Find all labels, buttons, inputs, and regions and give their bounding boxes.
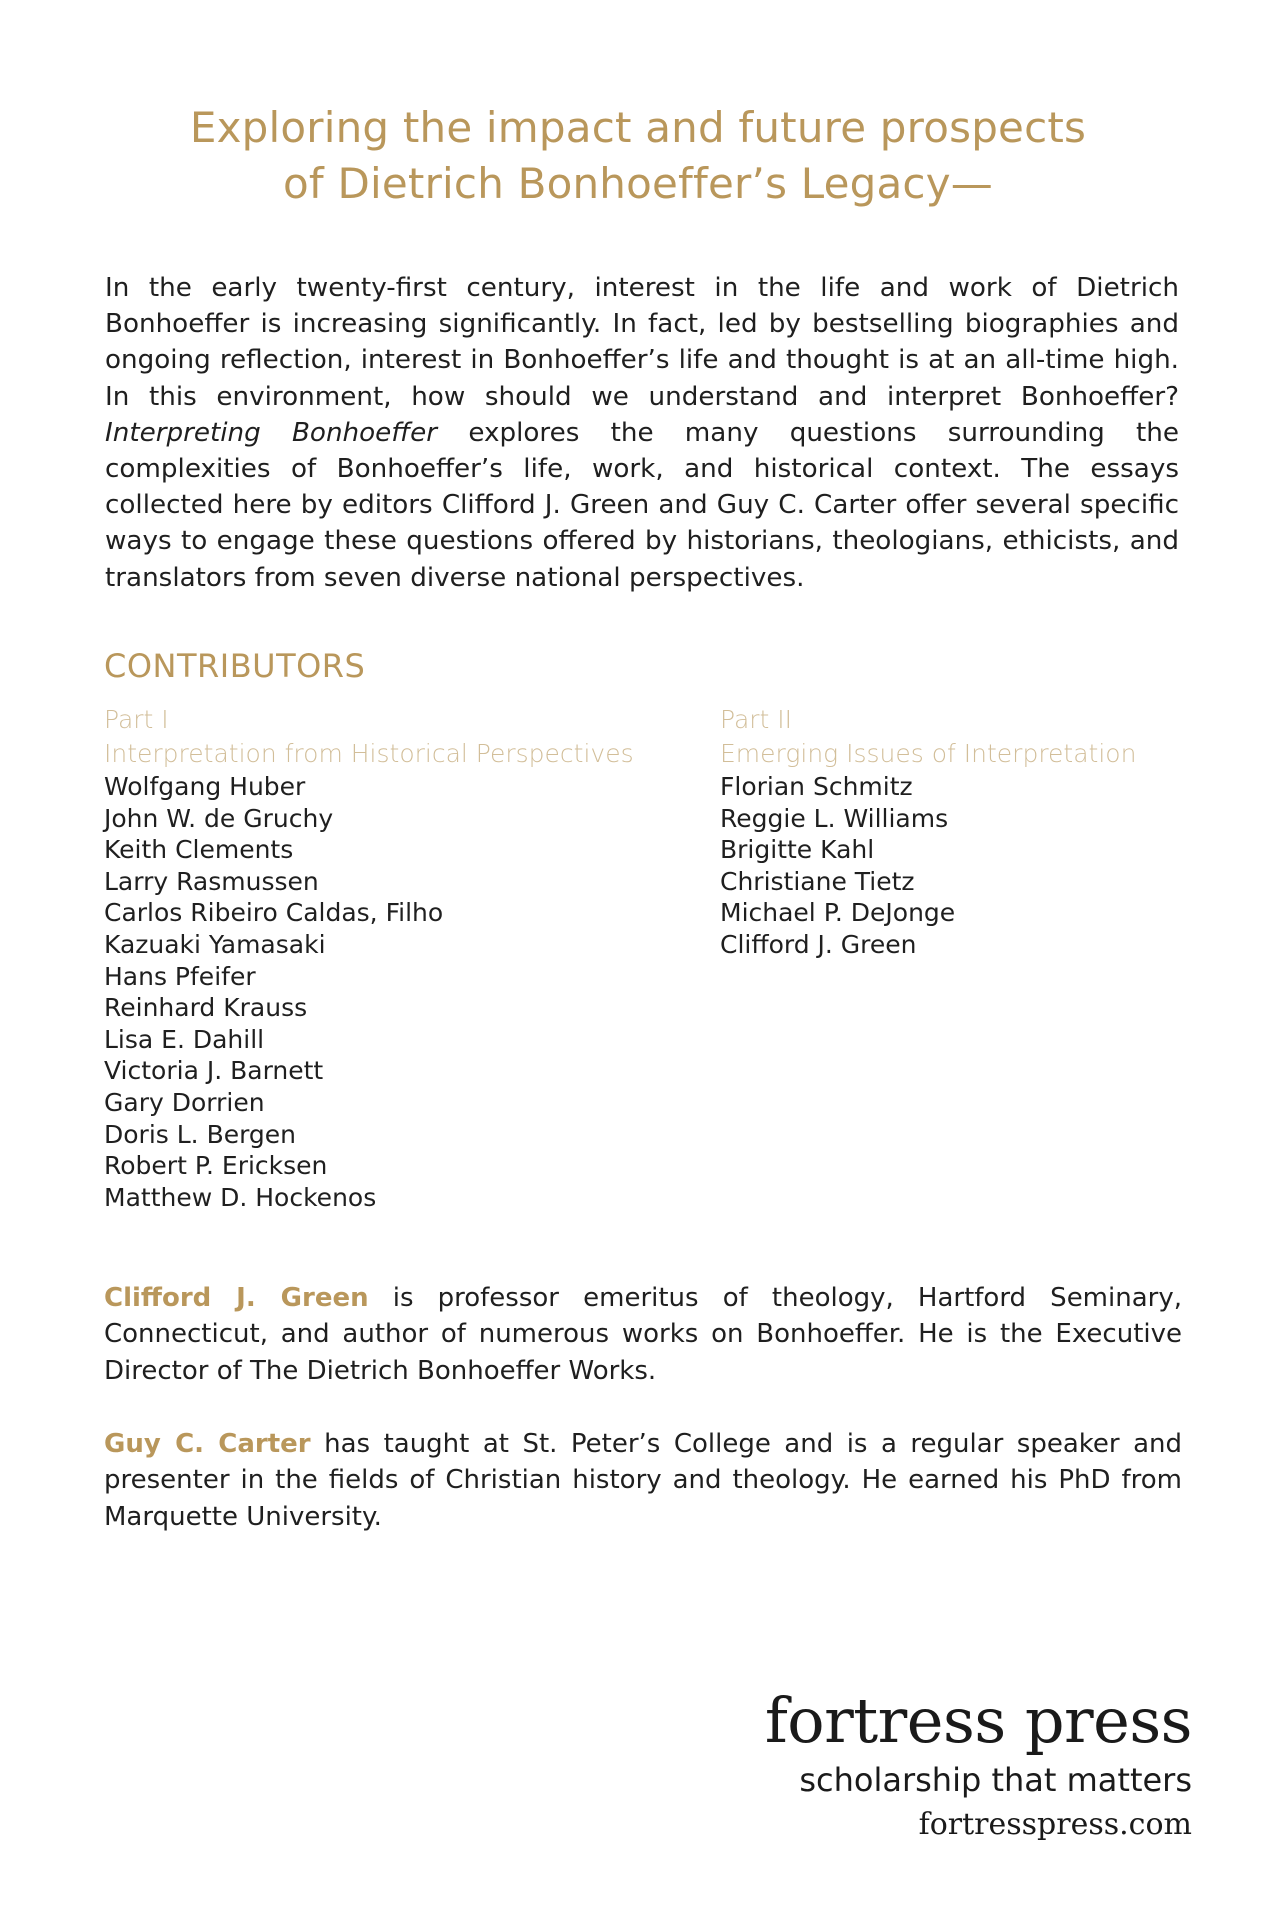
part-2-title: Emerging Issues of Interpretation [720,739,1137,768]
blurb-rest: explores the many questions surrounding the complexities of Bonhoeffer’s life, work, and historical context. The essays collected here by editors Clifford J. Green and Guy C. Carter offer several specific ways to engage these questions offered by historians, theologians, ethicists, and translators from seven diverse national perspectives. [105,417,1180,593]
contributor-name: Keith Clements [104,835,294,865]
contributor-name: Reggie L. Williams [720,803,949,833]
contributor-name: Matthew D. Hockenos [104,1182,377,1212]
contributor-name: Clifford J. Green [720,929,917,959]
contributor-name: Doris L. Bergen [104,1119,297,1149]
part-2-names [720,771,1276,961]
contributor-name: Larry Rasmussen [104,866,319,896]
headline [105,100,1171,212]
contributor-name: Hans Pfeifer [104,961,256,991]
publisher-url: fortresspress.com [918,1807,1192,1842]
publisher-tagline: scholarship that matters [799,1761,1192,1799]
contributors-part-1 [104,703,704,1213]
contributors-heading: CONTRIBUTORS [104,647,366,685]
contributor-name: John W. de Gruchy [104,803,334,833]
contributor-name: Wolfgang Huber [104,772,306,801]
part-1-label: Part I [104,705,169,734]
contributor-name: Robert P. Ericksen [104,1151,328,1181]
bio-clifford-green [104,1280,1182,1389]
part-1-names [104,771,704,1213]
book-title: Interpreting Bonhoeffer [105,417,438,448]
contributors-part-2 [720,703,1276,961]
publisher-block [765,1684,1192,1848]
contributor-name: Kazuaki Yamasaki [104,929,326,959]
description-blurb [105,270,1179,596]
bio-name: Guy C. Carter [104,1429,311,1459]
part-1-title: Interpretation from Historical Perspectives [104,739,634,768]
contributor-name: Carlos Ribeiro Caldas, Filho [104,898,444,928]
publisher-logo: fortress press [764,1684,1192,1757]
bio-guy-carter [104,1426,1182,1535]
bio-text: is professor emeritus of theology, Hartford Seminary, Connecticut, and author of numerous works on Bonhoeffer. He is the Executive Director of The Dietrich Bonhoeffer Works. [104,1283,1182,1386]
contributor-name: Florian Schmitz [720,772,913,801]
contributor-name: Lisa E. Dahill [104,1024,265,1054]
headline-line-2: of Dietrich Bonhoeffer’s Legacy— [283,159,993,208]
contributor-name: Reinhard Krauss [104,993,308,1023]
contributor-name: Christiane Tietz [720,866,915,896]
headline-line-1: Exploring the impact and future prospects [189,103,1087,152]
contributor-name: Michael P. DeJonge [720,898,956,928]
contributor-name: Brigitte Kahl [720,835,875,865]
part-2-label: Part II [720,705,793,734]
blurb-intro: In the early twenty-first century, interest in the life and work of Dietrich Bonhoeffer is increasing significantly. In fact, led by bestselling biographies and ongoing reflection, interest in Bonhoeffer’s life and thought is at an all-time high. In this environment, how should we understand and interpret Bonhoeffer? [105,273,1179,412]
contributor-name: Gary Dorrien [104,1087,265,1117]
bio-name: Clifford J. Green [104,1283,369,1313]
contributor-name: Victoria J. Barnett [104,1056,324,1086]
bio-text: has taught at St. Peter’s College and is a regular speaker and presenter in the fields of Christian history and theology. He earned his PhD from Marquette University. [104,1429,1182,1532]
